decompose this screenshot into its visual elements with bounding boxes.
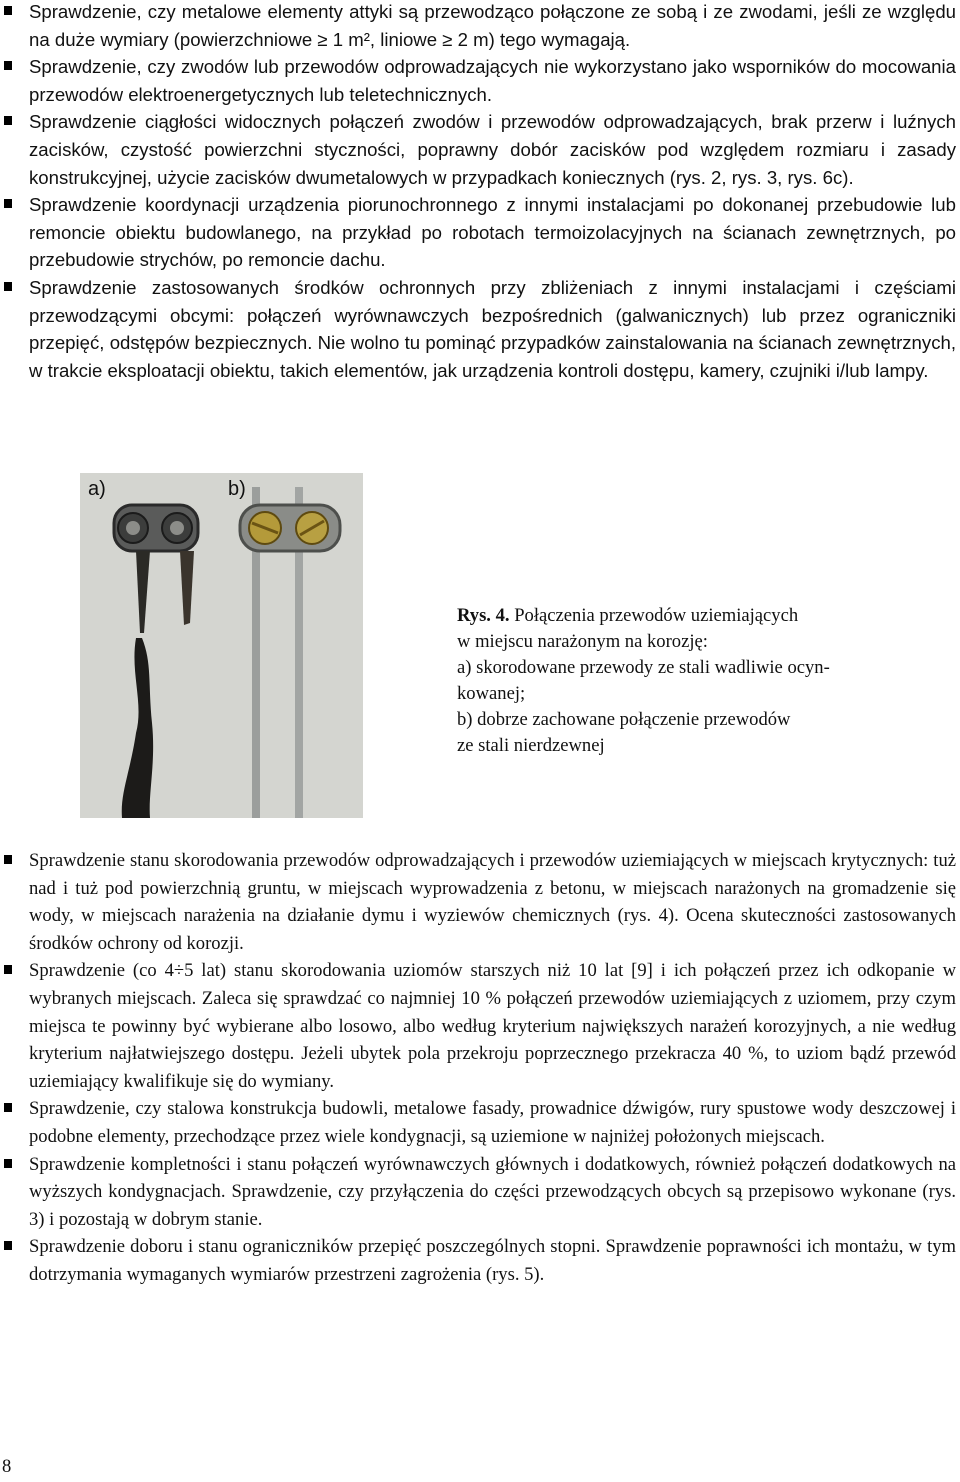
caption-line: Połączenia przewodów uziemiających: [514, 605, 799, 626]
figure-caption: [457, 603, 907, 759]
caption-line: ze stali nierdzewnej: [457, 735, 605, 756]
photo-illustration: [80, 473, 363, 818]
panel-label-b: b): [228, 478, 246, 500]
list-item: Sprawdzenie kompletności i stanu połączeń wyrównawczych głównych i dodatkowych, również połączeń dodatkowych na wyższych kondygnacjach. Sprawdzenie, czy przyłączenia do części przewodzących obcych są przepisowo wykonane (rys. 3) i pozostają w dobrym stanie.: [0, 1151, 960, 1234]
list-item: Sprawdzenie stanu skorodowania przewodów odprowadzających i przewodów uziemiających w miejscach krytycznych: tuż nad i tuż pod powierzchnią gruntu, w miejscach wyprowadzenia z betonu, w miejscach narażonych na gromadzenie się wody, w miejscach narażenia na działanie dymu i wyziewów chemicznych (rys. 4). Ocena skuteczności zastosowanych środków ochrony od korozji.: [0, 847, 960, 957]
figure-photo: [80, 473, 363, 818]
list-item: Sprawdzenie doboru i stanu ograniczników przepięć poszczególnych stopni. Sprawdzenie poprawności ich montażu, w tym dotrzymania wymaganych wymiarów przestrzeni zagrożenia (rys. 5).: [0, 1233, 960, 1288]
caption-line: w miejscu narażonym na korozję:: [457, 631, 708, 652]
page-number: 8: [2, 1456, 12, 1477]
list-item: Sprawdzenie zastosowanych środków ochronnych przy zbliżeniach z innymi instalacjami i częściami przewodzącymi obcymi: połączeń wyrównawczych bezpośrednich (galwanicznych) lub przez ograniczniki przepięć, odstępów bezpiecznych. Nie wolno tu pominąć przypadków zainstalowania na ścianach zewnętrznych, w trakcie eksploatacji obiektu, takich elementów, jak urządzenia kontroli dostępu, kamery, czujniki i/lub lampy.: [0, 274, 960, 384]
bottom-checklist: [0, 847, 960, 1289]
list-item: Sprawdzenie ciągłości widocznych połączeń zwodów i przewodów odprowadzających, brak przerw i luźnych zacisków, czystość powierzchni styczności, poprawny dobór zacisków pod względem rozmiaru i zasady konstrukcyjnej, użycie zacisków dwumetalowych w przypadkach koniecznych (rys. 2, rys. 3, rys. 6c).: [0, 108, 960, 191]
caption-line: b) dobrze zachowane połączenie przewodów: [457, 709, 791, 730]
list-item: Sprawdzenie (co 4÷5 lat) stanu skorodowania uziomów starszych niż 10 lat [9] i ich połączeń przez ich odkopanie w wybranych miejscach. Zaleca się sprawdzać co najmniej 10 % połączeń przewodów uziemiających z uziomem, przy czym miejsca te powinny być wybierane albo losowo, albo według kryterium największych narażeń korozyjnych, a nie według kryterium najłatwiejszego dostępu. Jeżeli ubytek pola przekroju poprzecznego przekracza 40 %, to uziom bądź przewód uziemiający kwalifikuje się do wymiany.: [0, 957, 960, 1095]
top-checklist: [0, 0, 960, 384]
panel-label-a: a): [88, 478, 106, 500]
list-item: Sprawdzenie, czy zwodów lub przewodów odprowadzających nie wykorzystano jako wsporników do mocowania przewodów elektroenergetycznych lub teletechnicznych.: [0, 53, 960, 108]
caption-line: a) skorodowane przewody ze stali wadliwie ocyn-: [457, 657, 830, 678]
caption-label: Rys. 4.: [457, 605, 510, 626]
list-item: Sprawdzenie, czy metalowe elementy attyki są przewodząco połączone ze sobą i ze zwodami, jeśli ze względu na duże wymiary (powierzchniowe ≥ 1 m², liniowe ≥ 2 m) tego wymagają.: [0, 0, 960, 53]
list-item: Sprawdzenie, czy stalowa konstrukcja budowli, metalowe fasady, prowadnice dźwigów, rury spustowe wody deszczowej i podobne elementy, przechodzące przez wiele kondygnacji, są uziemione w najniżej położonych miejscach.: [0, 1095, 960, 1150]
list-item: Sprawdzenie koordynacji urządzenia piorunochronnego z innymi instalacjami po dokonanej przebudowie lub remoncie obiektu budowlanego, na przykład po robotach termoizolacyjnych na ścianach zewnętrznych, po przebudowie strychów, po remoncie dachu.: [0, 191, 960, 274]
caption-line: kowanej;: [457, 683, 526, 704]
